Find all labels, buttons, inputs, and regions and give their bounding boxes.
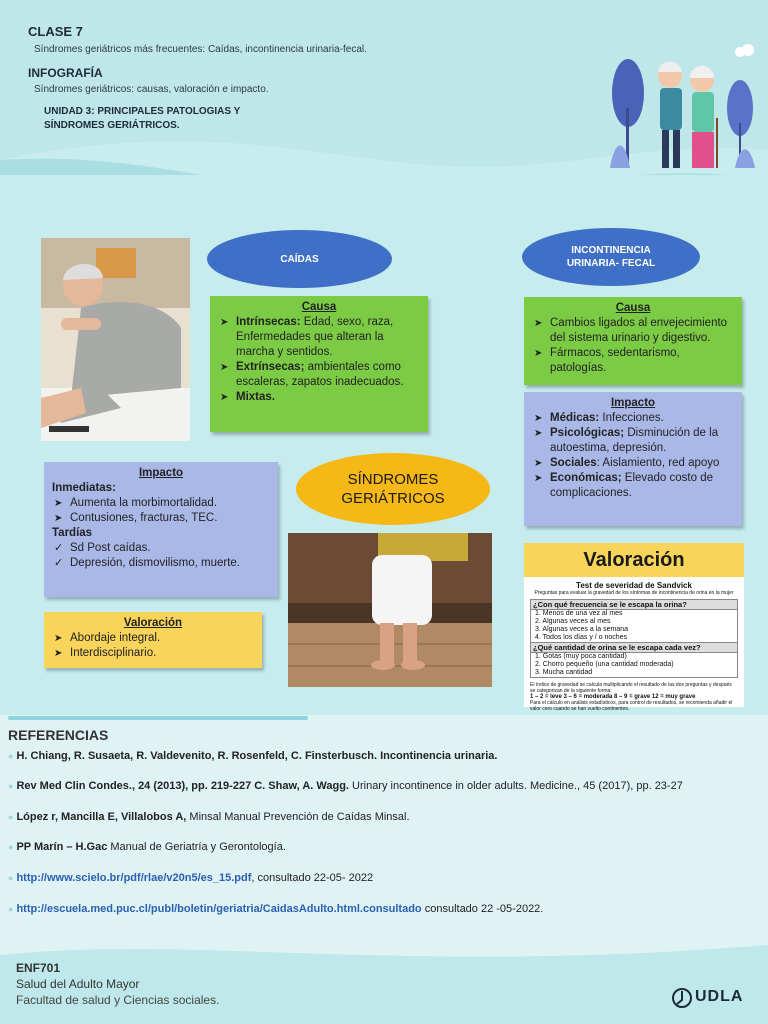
sandvick-option: 2. Chorro pequeño (una cantidad moderada): [530, 661, 738, 669]
reference-author: PP Marín – H.Gac: [16, 841, 108, 853]
caidas-valoracion-title: Valoración: [123, 617, 183, 629]
item-label: Extrínsecas;: [236, 361, 305, 373]
reference-item: [8, 903, 543, 915]
list-item: [532, 456, 734, 471]
caidas-valoracion-box: [44, 612, 262, 668]
unidad-title: UNIDAD 3: PRINCIPALES PATOLOGIAS Y SÍNDROMES GERIÁTRICOS.: [44, 106, 241, 131]
elderly-couple-illustration: [600, 38, 760, 178]
caidas-causa-list: [218, 315, 420, 405]
reference-item: [8, 841, 286, 853]
sandvick-question-1: ¿Con qué frecuencia se le escapa la orina?: [530, 599, 738, 610]
caidas-causa-box: [210, 296, 428, 432]
bullet-icon: ●: [8, 904, 14, 914]
item-label: Económicas;: [550, 472, 622, 484]
sandvick-subtitle: Preguntas para evaluar la gravedad de los síntomas de incontinencia de orina en la mujer: [534, 590, 734, 596]
item-text: Elevado costo de complicaciones.: [550, 472, 713, 499]
clase-subtitle: Síndromes geriátricos más frecuentes: Caídas, incontinencia urinaria-fecal.: [34, 44, 367, 55]
sandvick-option: 1. Menos de una vez al mes: [530, 610, 738, 618]
item-text: ambientales como escaleras, zapatos inadecuados.: [236, 361, 404, 388]
item-text: Infecciones.: [599, 412, 664, 424]
incontinencia-impacto-title: Impacto: [610, 397, 656, 409]
item-text: Edad, sexo, raza, Enfermedades que alteran la marcha y sentidos.: [236, 316, 394, 358]
list-item: ➤ Aumenta la morbimortalidad.: [52, 496, 270, 511]
reference-text: , consultado 22-05- 2022: [251, 872, 374, 884]
list-item: [218, 315, 420, 360]
sandvick-question-2: ¿Qué cantidad de orina se le escapa cada vez?: [530, 642, 738, 653]
incontinencia-causa-list: [532, 316, 734, 376]
list-item: ➤ Interdisciplinario.: [52, 646, 254, 661]
incontinence-photo: [288, 533, 492, 687]
caidas-oval: CAÍDAS: [207, 230, 392, 288]
list-item: [218, 390, 420, 405]
caidas-impacto-title: Impacto: [138, 467, 184, 479]
references-title: REFERENCIAS: [8, 727, 109, 743]
incontinencia-causa-title: Causa: [615, 302, 651, 314]
list-item: [218, 360, 420, 390]
reference-link[interactable]: http://www.scielo.br/pdf/rlae/v20n5/es_15.pdf: [16, 872, 252, 884]
item-text: : Aislamiento, red apoyo: [596, 457, 720, 469]
sandvick-score-scale: 1 – 2 = leve 3 – 6 = moderada 8 – 9 = grave 12 = muy grave: [530, 694, 696, 700]
sandvick-option: 3. Algunas veces a la semana: [530, 626, 738, 634]
list-item: [532, 426, 734, 456]
sandvick-option: 1. Gotas (muy poca cantidad): [530, 653, 738, 661]
reference-text: Urinary incontinence in older adults. Medicine., 45 (2017), pp. 23-27: [348, 780, 683, 792]
valoracion-heading: Valoración: [524, 543, 744, 577]
reference-item: [8, 872, 373, 884]
sandvick-title: Test de severidad de Sandvick: [576, 581, 692, 590]
list-item: ➤ Cambios ligados al envejecimiento del sistema urinario y digestivo.: [532, 316, 734, 346]
item-label: Psicológicas;: [550, 427, 625, 439]
reference-item: [8, 750, 497, 762]
sandvick-option: 2. Algunas veces al mes: [530, 618, 738, 626]
item-label: Mixtas.: [236, 391, 275, 403]
sandvick-option: 3. Mucha cantidad: [530, 669, 738, 678]
item-label: Intrínsecas:: [236, 316, 301, 328]
fallen-elderly-man-photo: [41, 238, 190, 441]
caidas-impacto-box: [44, 462, 278, 597]
udla-logo-icon: [672, 988, 692, 1008]
sindromes-oval: SÍNDROMES GERIÁTRICOS: [296, 453, 490, 525]
inmediatas-list: [52, 496, 270, 526]
incontinencia-impacto-box: [524, 392, 742, 526]
reference-text: H. Chiang, R. Susaeta, R. Valdevenito, R. Rosenfeld, C. Finsterbusch. Incontinencia urinaria.: [16, 750, 498, 762]
bullet-icon: ●: [8, 873, 14, 883]
reference-text: Manual de Geriatría y Gerontología.: [107, 841, 286, 853]
list-item: ✓ Depresión, dismovilismo, muerte.: [52, 556, 270, 571]
list-item: ✓ Sd Post caídas.: [52, 541, 270, 556]
infografia-label: INFOGRAFÍA: [28, 66, 103, 80]
references-divider: [8, 716, 308, 720]
incontinencia-oval: INCONTINENCIA URINARIA- FECAL: [522, 228, 700, 286]
incontinencia-impacto-list: [532, 411, 734, 501]
footer-wave-background: [0, 925, 768, 1024]
tardias-list: [52, 541, 270, 571]
clase-label: CLASE 7: [28, 24, 83, 39]
reference-item: [8, 811, 410, 823]
tardias-label: Tardías: [52, 527, 93, 539]
sandvick-test-card: [524, 577, 744, 712]
reference-author: López r, Mancilla E, Villalobos A,: [16, 811, 187, 823]
sandvick-footnote-2: Para el cálculo en análisis estadísticos, para control de resultados, se recomienda añadir el valor cero cuando se han vuelto continentes.: [530, 700, 733, 712]
caidas-valoracion-list: [52, 631, 254, 661]
list-item: ➤ Contusiones, fracturas, TEC.: [52, 511, 270, 526]
udla-logo-text: UDLA: [695, 988, 744, 1005]
reference-text: Minsal Manual Prevención de Caídas Minsal.: [186, 811, 410, 823]
reference-link[interactable]: http://escuela.med.puc.cl/publ/boletin/geriatria/CaidasAdulto.html.consultado: [16, 903, 422, 915]
caidas-causa-title: Causa: [301, 301, 337, 313]
infografia-subtitle: Síndromes geriátricos: causas, valoración e impacto.: [34, 84, 269, 95]
list-item: ➤ Fármacos, sedentarismo, patologías.: [532, 346, 734, 376]
reference-author: Rev Med Clin Condes., 24 (2013), pp. 219-227 C. Shaw, A. Wagg.: [16, 780, 349, 792]
course-code: ENF701: [16, 961, 61, 975]
faculty-name: Facultad de salud y Ciencias sociales.: [16, 993, 220, 1007]
bullet-icon: ●: [8, 812, 14, 822]
list-item: [532, 411, 734, 426]
item-label: Sociales: [550, 457, 597, 469]
reference-item: [8, 780, 683, 792]
reference-text: consultado 22 -05-2022.: [421, 903, 544, 915]
incontinencia-causa-box: [524, 297, 742, 385]
bullet-icon: ●: [8, 751, 14, 761]
item-text: Disminución de la autoestima, depresión.: [550, 427, 719, 454]
bullet-icon: ●: [8, 781, 14, 791]
bullet-icon: ●: [8, 842, 14, 852]
list-item: ➤ Abordaje integral.: [52, 631, 254, 646]
course-name: Salud del Adulto Mayor: [16, 977, 140, 991]
sandvick-footnote: El índice de gravedad se calcula multiplicando el resultado de las dos preguntas y después se categorizan de la siguiente forma:: [530, 682, 732, 694]
sandvick-option: 4. Todos los días y / o noches: [530, 634, 738, 642]
inmediatas-label: Inmediatas:: [52, 482, 116, 494]
list-item: [532, 471, 734, 501]
item-label: Médicas:: [550, 412, 600, 424]
